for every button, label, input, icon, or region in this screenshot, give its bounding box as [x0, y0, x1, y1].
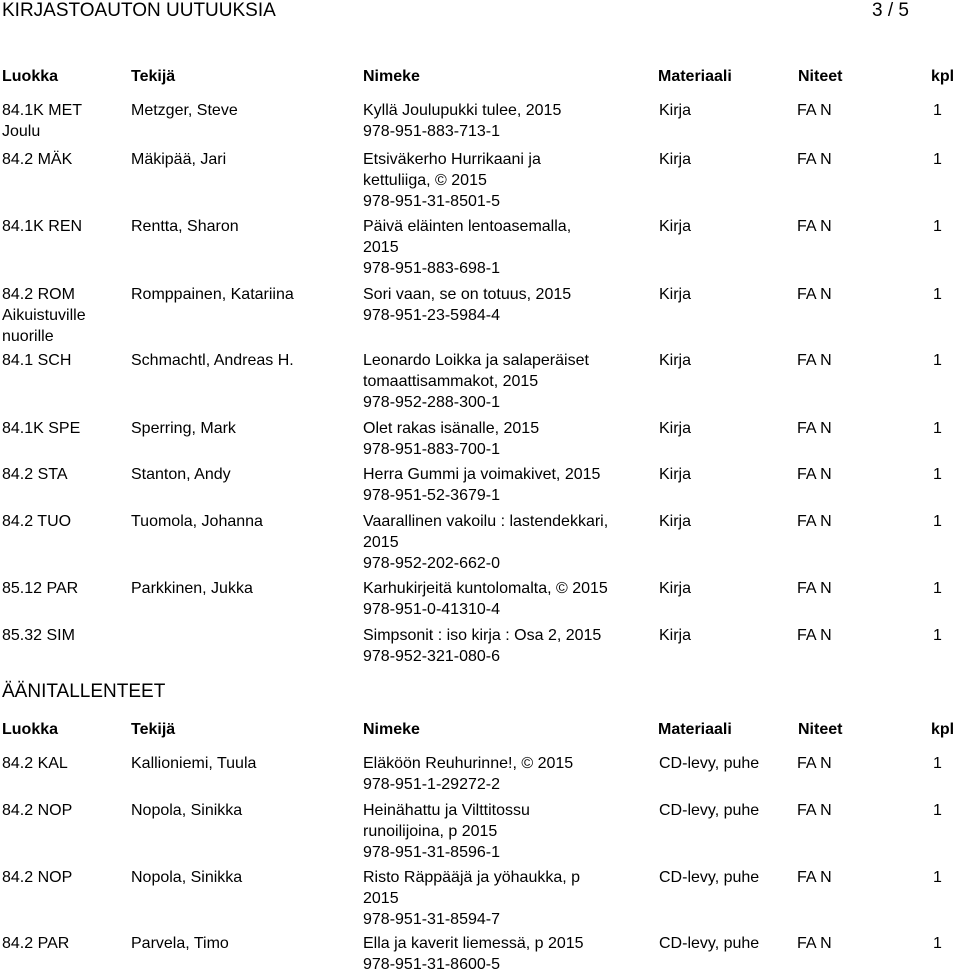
materiaali-cell: Kirja [659, 286, 692, 303]
nimeke-cell: Vaarallinen vakoilu : lastendekkari, [363, 513, 609, 530]
kpl-cell: 1 [933, 151, 942, 168]
niteet-cell: FA N [797, 286, 832, 303]
nimeke-cell: 978-951-31-8596-1 [363, 844, 500, 861]
materiaali-cell: Kirja [659, 151, 692, 168]
nimeke-cell: Eläköön Reuhurinne!, © 2015 [363, 755, 574, 772]
column-header-niteet: Niteet [798, 68, 843, 85]
luokka-cell: 84.1K MET [2, 102, 83, 119]
tekija-cell: Mäkipää, Jari [131, 151, 227, 168]
materiaali-cell: CD-levy, puhe [659, 935, 760, 952]
luokka-cell: 84.2 PAR [2, 935, 70, 952]
materiaali-cell: Kirja [659, 352, 692, 369]
page-number: 3 / 5 [872, 0, 909, 21]
materiaali-cell: Kirja [659, 466, 692, 483]
materiaali-cell: CD-levy, puhe [659, 755, 760, 772]
nimeke-cell: 978-951-1-29272-2 [363, 776, 500, 793]
kpl-cell: 1 [933, 102, 942, 119]
luokka-cell: 84.2 KAL [2, 755, 68, 772]
tekija-cell: Sperring, Mark [131, 420, 236, 437]
nimeke-cell: 978-951-0-41310-4 [363, 601, 500, 618]
nimeke-cell: 2015 [363, 239, 399, 256]
luokka-cell: 84.2 TUO [2, 513, 72, 530]
niteet-cell: FA N [797, 352, 832, 369]
niteet-cell: FA N [797, 218, 832, 235]
luokka-cell: Joulu [2, 123, 41, 140]
nimeke-cell: Leonardo Loikka ja salaperäiset [363, 352, 589, 369]
kpl-cell: 1 [933, 466, 942, 483]
column-header-niteet: Niteet [798, 721, 843, 738]
column-header-luokka: Luokka [2, 721, 59, 738]
kpl-cell: 1 [933, 420, 942, 437]
kpl-cell: 1 [933, 286, 942, 303]
column-header-materiaali: Materiaali [658, 68, 732, 85]
materiaali-cell: Kirja [659, 627, 692, 644]
nimeke-cell: Olet rakas isänalle, 2015 [363, 420, 540, 437]
kpl-cell: 1 [933, 869, 942, 886]
nimeke-cell: kettuliiga, © 2015 [363, 172, 487, 189]
nimeke-cell: 978-952-288-300-1 [363, 394, 500, 411]
niteet-cell: FA N [797, 580, 832, 597]
nimeke-cell: Sori vaan, se on totuus, 2015 [363, 286, 572, 303]
luokka-cell: 85.12 PAR [2, 580, 79, 597]
column-header-kpl: kpl [931, 68, 955, 85]
nimeke-cell: 978-951-883-700-1 [363, 441, 500, 458]
luokka-cell: 84.2 NOP [2, 869, 73, 886]
materiaali-cell: CD-levy, puhe [659, 869, 760, 886]
luokka-cell: 84.1K REN [2, 218, 83, 235]
nimeke-cell: Herra Gummi ja voimakivet, 2015 [363, 466, 601, 483]
nimeke-cell: 978-951-31-8600-5 [363, 956, 500, 973]
niteet-cell: FA N [797, 513, 832, 530]
column-header-nimeke: Nimeke [363, 68, 420, 85]
kpl-cell: 1 [933, 802, 942, 819]
kpl-cell: 1 [933, 352, 942, 369]
luokka-cell: 84.1 SCH [2, 352, 72, 369]
kpl-cell: 1 [933, 627, 942, 644]
nimeke-cell: Heinähattu ja Vilttitossu [363, 802, 530, 819]
nimeke-cell: Risto Räppääjä ja yöhaukka, p [363, 869, 581, 886]
tekija-cell: Tuomola, Johanna [131, 513, 263, 530]
nimeke-cell: 978-951-23-5984-4 [363, 307, 500, 324]
nimeke-cell: 978-951-52-3679-1 [363, 487, 500, 504]
column-header-kpl: kpl [931, 721, 955, 738]
materiaali-cell: Kirja [659, 580, 692, 597]
tekija-cell: Metzger, Steve [131, 102, 238, 119]
kpl-cell: 1 [933, 935, 942, 952]
section-title: ÄÄNITALLENTEET [2, 681, 166, 702]
page-title: KIRJASTOAUTON UUTUUKSIA [2, 0, 276, 21]
niteet-cell: FA N [797, 869, 832, 886]
tekija-cell: Nopola, Sinikka [131, 869, 243, 886]
nimeke-cell: 978-951-31-8501-5 [363, 193, 500, 210]
kpl-cell: 1 [933, 755, 942, 772]
nimeke-cell: Simpsonit : iso kirja : Osa 2, 2015 [363, 627, 602, 644]
niteet-cell: FA N [797, 420, 832, 437]
nimeke-cell: Kyllä Joulupukki tulee, 2015 [363, 102, 562, 119]
nimeke-cell: 978-951-31-8594-7 [363, 911, 500, 928]
luokka-cell: 84.1K SPE [2, 420, 81, 437]
niteet-cell: FA N [797, 755, 832, 772]
luokka-cell: 84.2 STA [2, 466, 68, 483]
nimeke-cell: 2015 [363, 890, 399, 907]
materiaali-cell: Kirja [659, 102, 692, 119]
column-header-tekija: Tekijä [131, 68, 176, 85]
tekija-cell: Nopola, Sinikka [131, 802, 243, 819]
kpl-cell: 1 [933, 513, 942, 530]
nimeke-cell: Ella ja kaverit liemessä, p 2015 [363, 935, 584, 952]
nimeke-cell: runoilijoina, p 2015 [363, 823, 498, 840]
nimeke-cell: Etsiväkerho Hurrikaani ja [363, 151, 541, 168]
column-header-materiaali: Materiaali [658, 721, 732, 738]
luokka-cell: nuorille [2, 328, 54, 345]
materiaali-cell: Kirja [659, 218, 692, 235]
kpl-cell: 1 [933, 218, 942, 235]
luokka-cell: 84.2 NOP [2, 802, 73, 819]
luokka-cell: 84.2 ROM [2, 286, 75, 303]
luokka-cell: 84.2 MÄK [2, 151, 73, 168]
luokka-cell: 85.32 SIM [2, 627, 75, 644]
nimeke-cell: Karhukirjeitä kuntolomalta, © 2015 [363, 580, 608, 597]
materiaali-cell: CD-levy, puhe [659, 802, 760, 819]
nimeke-cell: 978-951-883-698-1 [363, 260, 500, 277]
niteet-cell: FA N [797, 102, 832, 119]
nimeke-cell: Päivä eläinten lentoasemalla, [363, 218, 572, 235]
materiaali-cell: Kirja [659, 420, 692, 437]
tekija-cell: Rentta, Sharon [131, 218, 239, 235]
column-header-luokka: Luokka [2, 68, 59, 85]
luokka-cell: Aikuistuville [2, 307, 86, 324]
niteet-cell: FA N [797, 466, 832, 483]
tekija-cell: Parkkinen, Jukka [131, 580, 253, 597]
nimeke-cell: tomaattisammakot, 2015 [363, 373, 539, 390]
nimeke-cell: 978-952-321-080-6 [363, 648, 500, 665]
tekija-cell: Romppainen, Katariina [131, 286, 294, 303]
tekija-cell: Stanton, Andy [131, 466, 231, 483]
niteet-cell: FA N [797, 935, 832, 952]
niteet-cell: FA N [797, 802, 832, 819]
materiaali-cell: Kirja [659, 513, 692, 530]
nimeke-cell: 978-951-883-713-1 [363, 123, 500, 140]
niteet-cell: FA N [797, 151, 832, 168]
nimeke-cell: 2015 [363, 534, 399, 551]
kpl-cell: 1 [933, 580, 942, 597]
tekija-cell: Kallioniemi, Tuula [131, 755, 257, 772]
column-header-tekija: Tekijä [131, 721, 176, 738]
column-header-nimeke: Nimeke [363, 721, 420, 738]
tekija-cell: Schmachtl, Andreas H. [131, 352, 294, 369]
niteet-cell: FA N [797, 627, 832, 644]
nimeke-cell: 978-952-202-662-0 [363, 555, 500, 572]
tekija-cell: Parvela, Timo [131, 935, 229, 952]
